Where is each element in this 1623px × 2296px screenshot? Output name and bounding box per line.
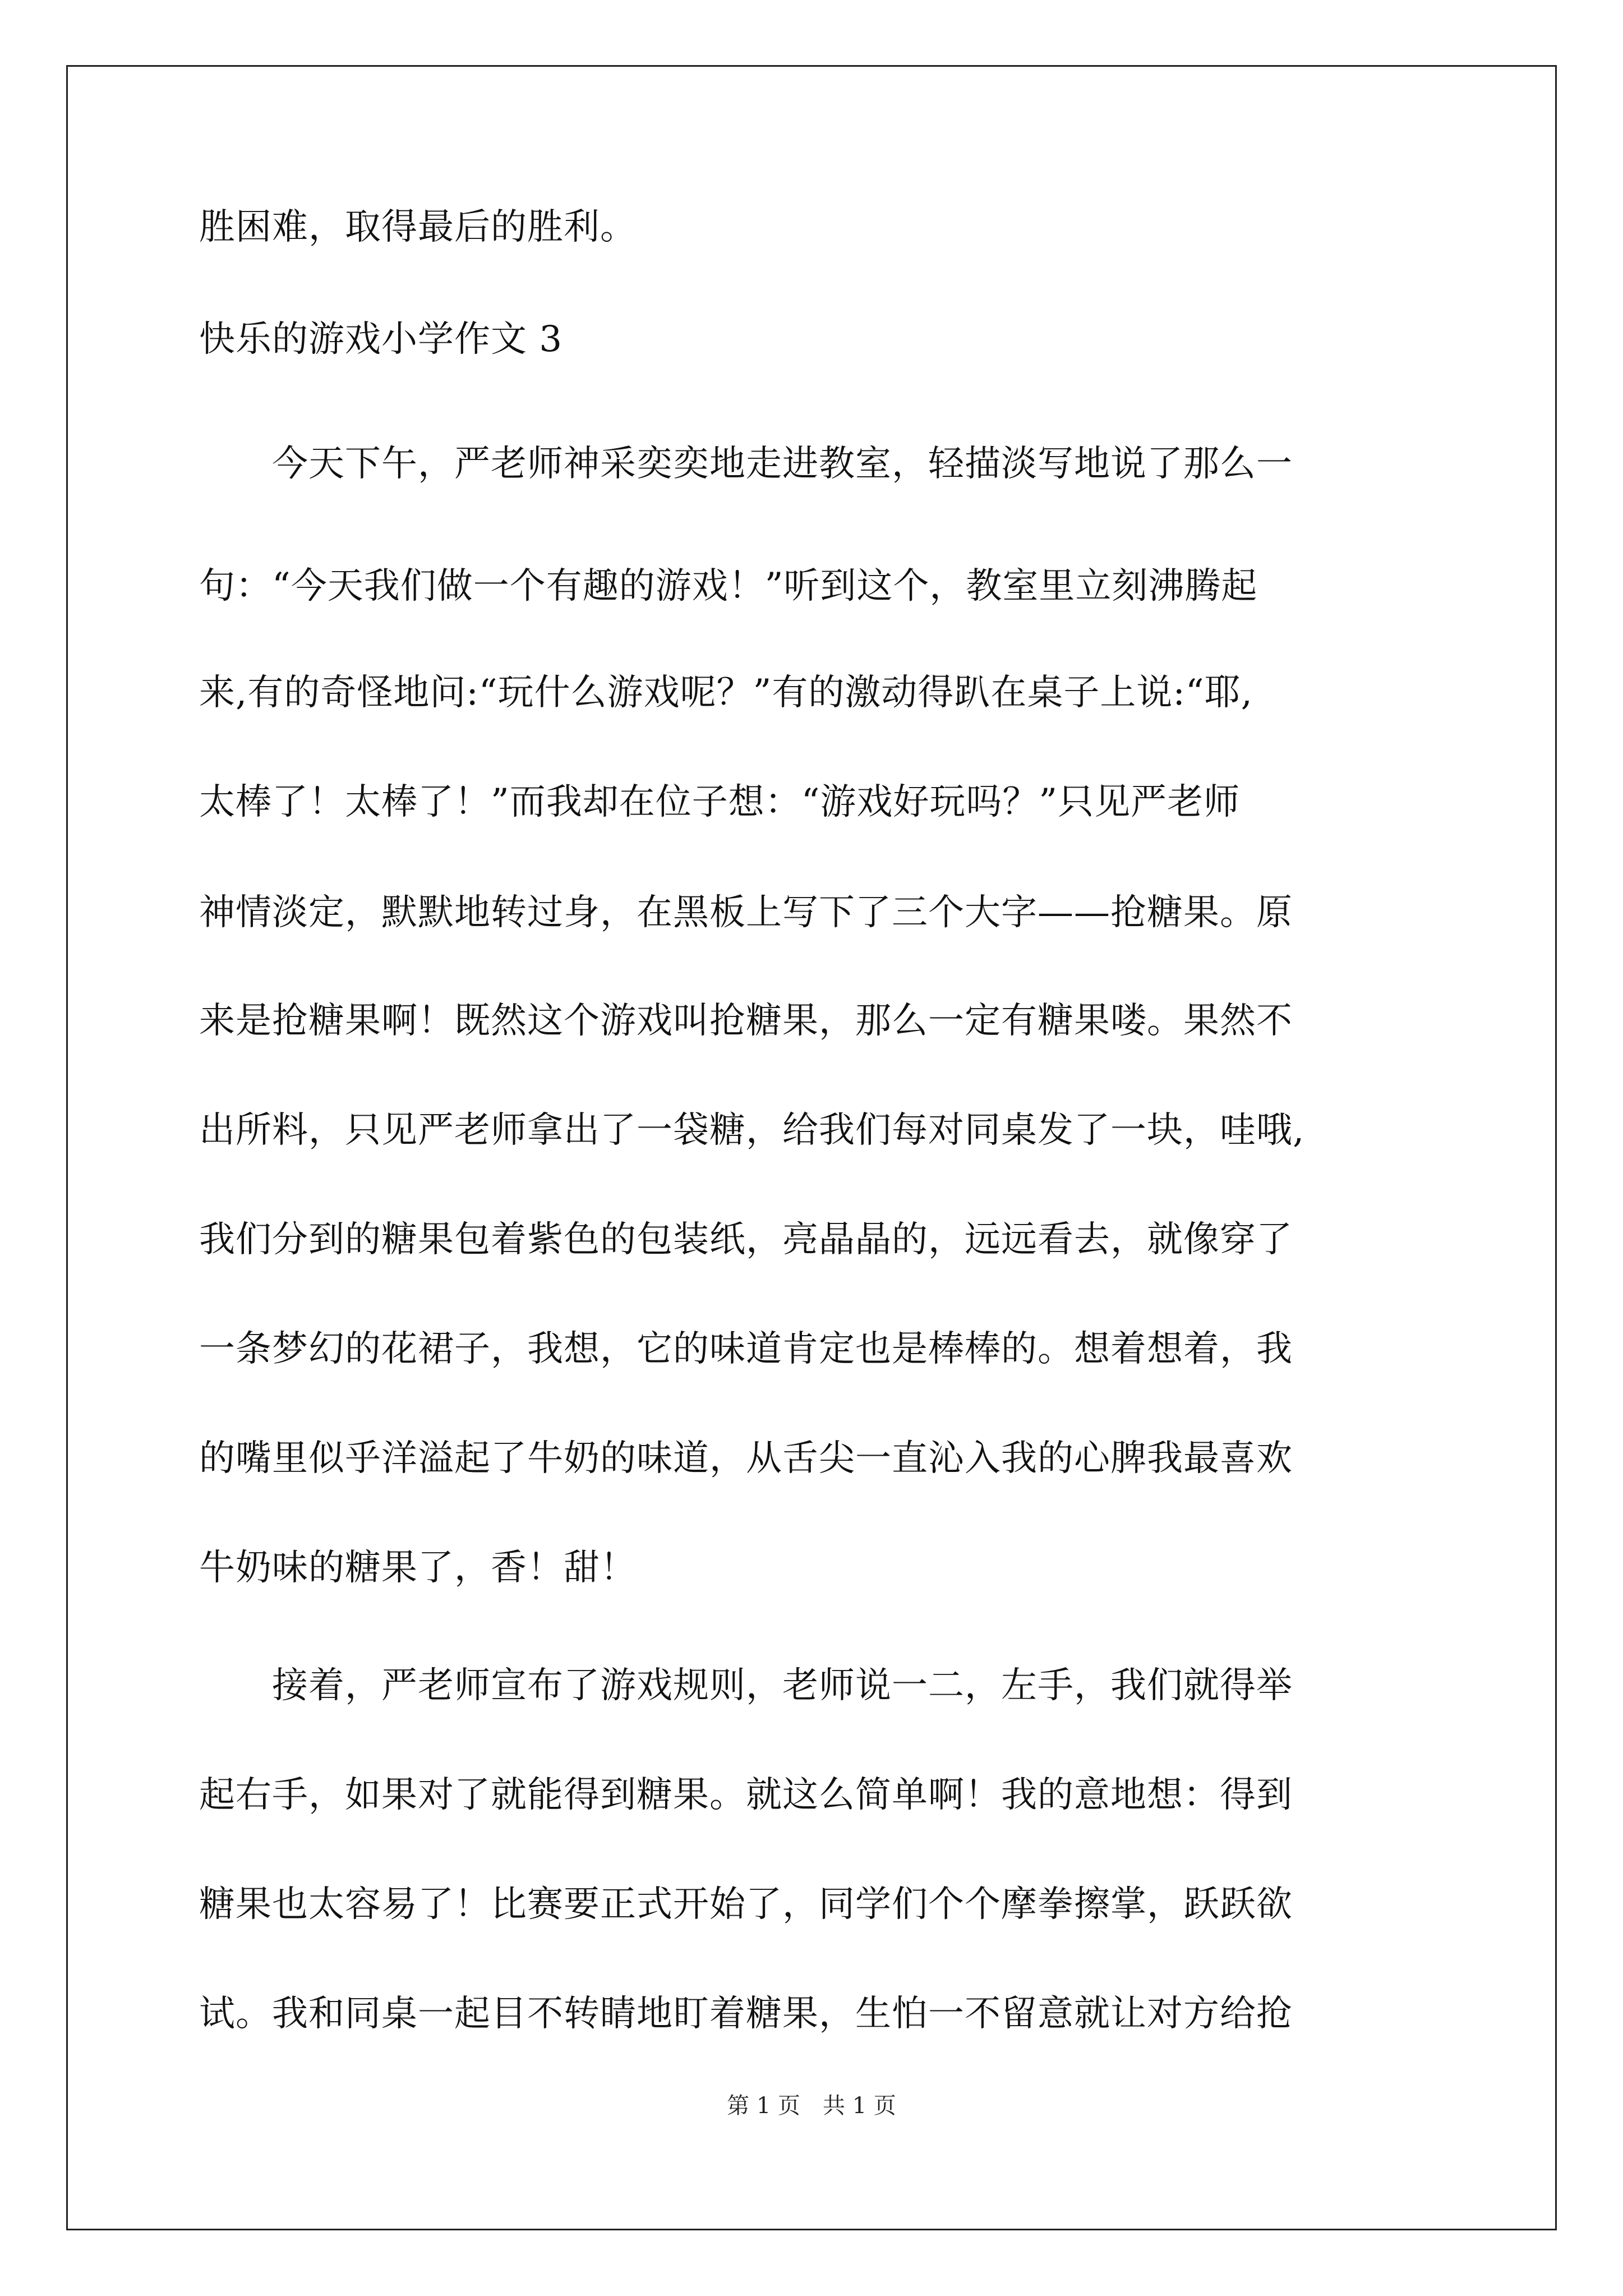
text-line: 来,有的奇怪地问:“玩什么游戏呢？”有的激动得趴在桌子上说:“耶, (199, 672, 1253, 714)
text-line: 糖果也太容易了！比赛要正式开始了，同学们个个摩拳擦掌，跃跃欲 (199, 1884, 1293, 1925)
text-line: 胜困难，取得最后的胜利。 (199, 206, 637, 248)
section-title: 快乐的游戏小学作文 3 (199, 319, 563, 360)
text-line: 句：“今天我们做一个有趣的游戏！”听到这个，教室里立刻沸腾起 (199, 565, 1258, 607)
text-line: 的嘴里似乎洋溢起了牛奶的味道，从舌尖一直沁入我的心脾我最喜欢 (199, 1438, 1293, 1479)
text-line: 接着，严老师宣布了游戏规则，老师说一二，左手，我们就得举 (199, 1665, 1293, 1706)
text-line: 太棒了！太棒了！”而我却在位子想：“游戏好玩吗？”只见严老师 (199, 781, 1241, 823)
text-line: 我们分到的糖果包着紫色的包装纸，亮晶晶的，远远看去，就像穿了 (199, 1219, 1293, 1260)
text-line: 一条梦幻的花裙子，我想，它的味道肯定也是棒棒的。想着想着，我 (199, 1328, 1293, 1370)
text-line: 今天下午，严老师神采奕奕地走进教室，轻描淡写地说了那么一 (199, 443, 1293, 485)
text-line: 出所料，只见严老师拿出了一袋糖，给我们每对同桌发了一块，哇哦, (199, 1110, 1305, 1151)
page-number: 第 1 页 共 1 页 (727, 2093, 896, 2119)
text-line: 神情淡定，默默地转过身，在黑板上写下了三个大字——抢糖果。原 (199, 892, 1293, 933)
text-line: 牛奶味的糖果了，香！甜！ (199, 1547, 637, 1589)
text-line: 起右手，如果对了就能得到糖果。就这么简单啊！我的意地想：得到 (199, 1774, 1293, 1816)
text-line: 来是抢糖果啊！既然这个游戏叫抢糖果，那么一定有糖果喽。果然不 (199, 1000, 1293, 1042)
text-line: 试。我和同桌一起目不转睛地盯着糖果，生怕一不留意就让对方给抢 (199, 1993, 1293, 2035)
